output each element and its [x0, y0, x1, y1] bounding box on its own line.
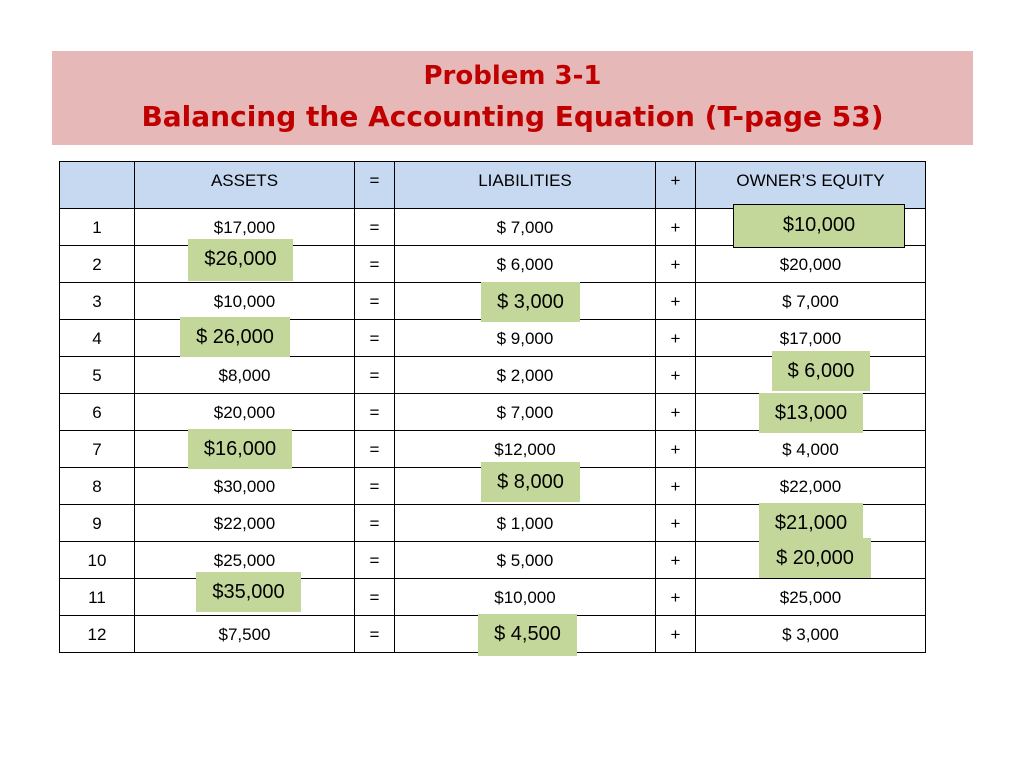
table-row: [60, 579, 926, 616]
liabilities-cell: $ 7,000: [395, 209, 656, 246]
plus-cell: +: [656, 394, 696, 431]
row-number: 11: [60, 579, 135, 616]
header-number: [60, 162, 135, 209]
row-number: 8: [60, 468, 135, 505]
equals-cell: =: [355, 357, 395, 394]
plus-cell: +: [656, 209, 696, 246]
equals-cell: =: [355, 394, 395, 431]
row-number: 12: [60, 616, 135, 653]
assets-cell: $8,000: [135, 357, 355, 394]
liabilities-cell: $ 1,000: [395, 505, 656, 542]
header-plus: +: [656, 162, 696, 209]
equals-cell: =: [355, 616, 395, 653]
assets-cell: $30,000: [135, 468, 355, 505]
answer-r11-assets: $35,000: [196, 572, 301, 612]
liabilities-cell: $ 2,000: [395, 357, 656, 394]
title-subject: Balancing the Accounting Equation (T-page 53): [141, 100, 884, 133]
header-equals: =: [355, 162, 395, 209]
assets-cell: $10,000: [135, 283, 355, 320]
plus-cell: +: [656, 246, 696, 283]
row-number: 6: [60, 394, 135, 431]
answer-r1-equity: $10,000: [733, 204, 905, 248]
row-number: 7: [60, 431, 135, 468]
answer-r10-equity: $ 20,000: [759, 538, 871, 578]
equals-cell: =: [355, 431, 395, 468]
equals-cell: =: [355, 468, 395, 505]
owners-equity-cell: $ 7,000: [696, 283, 926, 320]
assets-cell: $20,000: [135, 394, 355, 431]
equals-cell: =: [355, 320, 395, 357]
row-number: 2: [60, 246, 135, 283]
liabilities-cell: $ 9,000: [395, 320, 656, 357]
assets-cell: $22,000: [135, 505, 355, 542]
plus-cell: +: [656, 505, 696, 542]
owners-equity-cell: $22,000: [696, 468, 926, 505]
row-number: 10: [60, 542, 135, 579]
plus-cell: +: [656, 283, 696, 320]
header-liabilities: LIABILITIES: [395, 162, 656, 209]
liabilities-cell: $ 6,000: [395, 246, 656, 283]
title-band: [52, 51, 973, 145]
liabilities-cell: $ 7,000: [395, 394, 656, 431]
equals-cell: =: [355, 505, 395, 542]
owners-equity-cell: $ 3,000: [696, 616, 926, 653]
assets-cell: $25,000: [135, 542, 355, 579]
equals-cell: =: [355, 283, 395, 320]
owners-equity-cell: $ 4,000: [696, 431, 926, 468]
answer-r4-assets: $ 26,000: [180, 317, 290, 357]
liabilities-cell: $ 5,000: [395, 542, 656, 579]
equals-cell: =: [355, 209, 395, 246]
plus-cell: +: [656, 357, 696, 394]
answer-r9-equity: $21,000: [759, 503, 863, 543]
equals-cell: =: [355, 246, 395, 283]
plus-cell: +: [656, 320, 696, 357]
plus-cell: +: [656, 431, 696, 468]
liabilities-cell: $12,000: [395, 431, 656, 468]
equals-cell: =: [355, 542, 395, 579]
owners-equity-cell: $25,000: [696, 579, 926, 616]
row-number: 9: [60, 505, 135, 542]
answer-r3-liabilities: $ 3,000: [481, 282, 580, 322]
answer-r2-assets: $26,000: [188, 239, 293, 281]
liabilities-cell: $10,000: [395, 579, 656, 616]
answer-r8-liabilities: $ 8,000: [481, 462, 580, 502]
row-number: 1: [60, 209, 135, 246]
answer-r7-assets: $16,000: [188, 429, 292, 469]
plus-cell: +: [656, 579, 696, 616]
row-number: 5: [60, 357, 135, 394]
assets-cell: $7,500: [135, 616, 355, 653]
answer-r5-equity: $ 6,000: [772, 351, 870, 391]
equals-cell: =: [355, 579, 395, 616]
assets-cell: $17,000: [135, 209, 355, 246]
owners-equity-cell: $17,000: [696, 320, 926, 357]
title-problem: Problem 3-1: [423, 61, 602, 91]
plus-cell: +: [656, 468, 696, 505]
header-assets: ASSETS: [135, 162, 355, 209]
plus-cell: +: [656, 616, 696, 653]
header-row: [60, 162, 926, 209]
row-number: 3: [60, 283, 135, 320]
row-number: 4: [60, 320, 135, 357]
answer-r6-equity: $13,000: [759, 393, 863, 433]
owners-equity-cell: $20,000: [696, 246, 926, 283]
answer-r12-liabilities: $ 4,500: [478, 614, 577, 656]
header-owners-equity: OWNER’S EQUITY: [696, 162, 926, 209]
plus-cell: +: [656, 542, 696, 579]
